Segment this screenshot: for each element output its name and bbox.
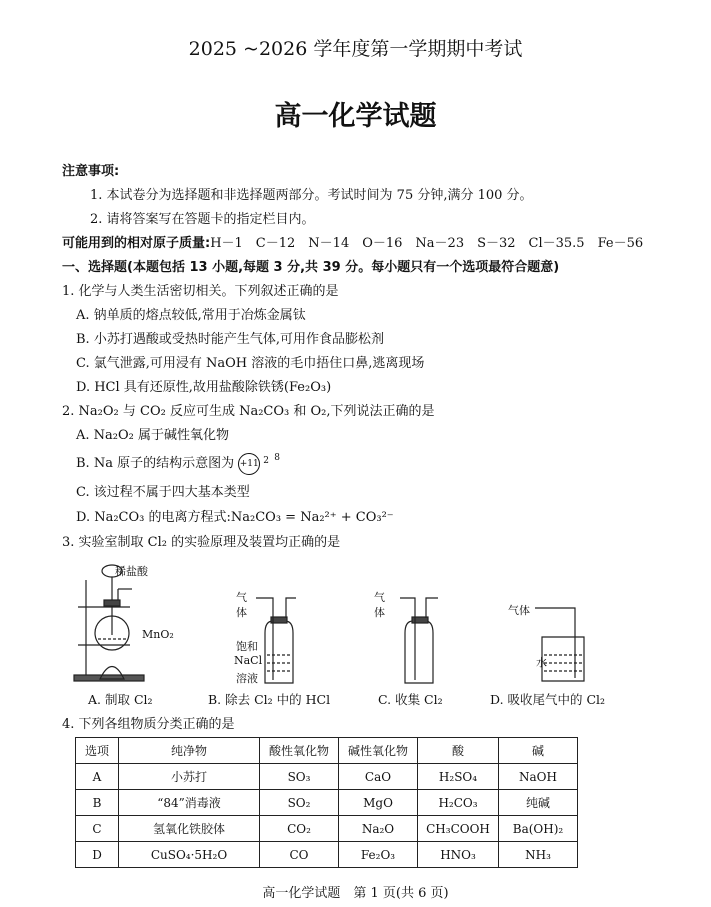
table-row — [76, 816, 578, 842]
q3-apparatus-figures — [60, 555, 660, 690]
cell: 纯碱 — [499, 790, 578, 816]
cell: CaO — [339, 764, 418, 790]
q2-option-a: A. Na₂O₂ 属于碱性氧化物 — [76, 428, 229, 443]
page-footer: 高一化学试题 第 1 页(共 6 页) — [262, 886, 449, 901]
q1-option-d: D. HCl 具有还原性,故用盐酸除铁锈(Fe₂O₃) — [76, 380, 332, 395]
cell: 氢氧化铁胶体 — [119, 816, 260, 842]
caption-d: D. 吸收尾气中的 Cl₂ — [490, 692, 606, 707]
cell: CH₃COOH — [418, 816, 499, 842]
cell: “84”消毒液 — [119, 790, 260, 816]
cell: HNO₃ — [418, 842, 499, 868]
col-header: 碱性氧化物 — [339, 738, 418, 764]
label-gas: 气体 — [508, 604, 530, 617]
cell: MgO — [339, 790, 418, 816]
q3-stem: 3. 实验室制取 Cl₂ 的实验原理及装置均正确的是 — [62, 535, 341, 550]
label-mno2: MnO₂ — [142, 628, 174, 641]
atomic-mass-values: H－1 C－12 N－14 O－16 Na－23 S－32 Cl－35.5 Fe－56 — [210, 236, 644, 251]
section-heading: 一、选择题(本题包括 13 小题,每题 3 分,共 39 分。每小题只有一个选项最符合题意) — [62, 260, 560, 275]
cell: SO₃ — [260, 764, 339, 790]
q1-stem: 1. 化学与人类生活密切相关。下列叙述正确的是 — [62, 284, 339, 299]
q1-option-b: B. 小苏打遇酸或受热时能产生气体,可用作食品膨松剂 — [76, 332, 384, 347]
note-item: 1. 本试卷分为选择题和非选择题两部分。考试时间为 75 分钟,满分 100 分。 — [90, 188, 533, 203]
q2-option-b — [76, 452, 288, 475]
label-nacl: NaCl — [234, 654, 263, 667]
cell: Fe₂O₃ — [339, 842, 418, 868]
exam-title: 2025 ~2026 学年度第一学期期中考试 — [188, 38, 523, 60]
cell: NH₃ — [499, 842, 578, 868]
q2-stem: 2. Na₂O₂ 与 CO₂ 反应可生成 Na₂CO₃ 和 O₂,下列说法正确的是 — [62, 404, 435, 419]
atom-shell-1: 2 — [263, 455, 269, 466]
apparatus-b-wash-bottle — [256, 598, 296, 683]
cell: B — [76, 790, 119, 816]
caption-a: A. 制取 Cl₂ — [88, 692, 153, 707]
col-header: 酸性氧化物 — [260, 738, 339, 764]
cell: 小苏打 — [119, 764, 260, 790]
notes-heading: 注意事项: — [62, 164, 120, 179]
label-gas: 体 — [374, 606, 385, 619]
cell: Na₂O — [339, 816, 418, 842]
table-row — [76, 790, 578, 816]
col-header: 纯净物 — [119, 738, 260, 764]
apparatus-a-generator — [74, 565, 144, 681]
apparatus-c-collection-bottle — [400, 598, 438, 683]
note-item: 2. 请将答案写在答题卡的指定栏目内。 — [90, 212, 315, 227]
q2-option-c: C. 该过程不属于四大基本类型 — [76, 485, 250, 500]
q4-classification-table — [75, 737, 578, 868]
q2-option-b-text: B. Na 原子的结构示意图为 — [76, 456, 235, 471]
atom-shell-2: 8 — [274, 452, 280, 463]
cell: D — [76, 842, 119, 868]
cell: CO — [260, 842, 339, 868]
cell: H₂SO₄ — [418, 764, 499, 790]
col-header: 酸 — [418, 738, 499, 764]
label-saturated: 饱和 — [236, 640, 258, 653]
atomic-mass-label: 可能用到的相对原子质量: — [62, 236, 211, 251]
cell: H₂CO₃ — [418, 790, 499, 816]
caption-b: B. 除去 Cl₂ 中的 HCl — [208, 692, 331, 707]
label-water: 水 — [536, 656, 547, 669]
table-row — [76, 842, 578, 868]
q1-option-a: A. 钠单质的熔点较低,常用于冶炼金属钛 — [76, 308, 306, 323]
q4-stem: 4. 下列各组物质分类正确的是 — [62, 717, 235, 732]
cell: CO₂ — [260, 816, 339, 842]
table-row — [76, 764, 578, 790]
cell: NaOH — [499, 764, 578, 790]
q2-option-d: D. Na₂CO₃ 的电离方程式:Na₂CO₃ = Na₂²⁺ + CO₃²⁻ — [76, 510, 394, 525]
q1-option-c: C. 氯气泄露,可用浸有 NaOH 溶液的毛巾捂住口鼻,逃离现场 — [76, 356, 425, 371]
caption-c: C. 收集 Cl₂ — [378, 692, 443, 707]
col-header: 碱 — [499, 738, 578, 764]
cell: CuSO₄·5H₂O — [119, 842, 260, 868]
label-solution: 溶液 — [236, 672, 258, 685]
cell: A — [76, 764, 119, 790]
subject-title: 高一化学试题 — [274, 101, 437, 132]
label-gas: 气 — [374, 591, 385, 604]
label-dilute-hcl: 稀盐酸 — [115, 565, 148, 578]
atom-structure-diagram — [238, 453, 288, 475]
col-header: 选项 — [76, 738, 119, 764]
atom-nucleus: +11 — [238, 453, 260, 475]
cell: SO₂ — [260, 790, 339, 816]
table-header-row — [76, 738, 578, 764]
label-gas: 气 — [236, 591, 247, 604]
apparatus-d-beaker — [535, 608, 584, 681]
cell: Ba(OH)₂ — [499, 816, 578, 842]
label-gas: 体 — [236, 606, 247, 619]
cell: C — [76, 816, 119, 842]
